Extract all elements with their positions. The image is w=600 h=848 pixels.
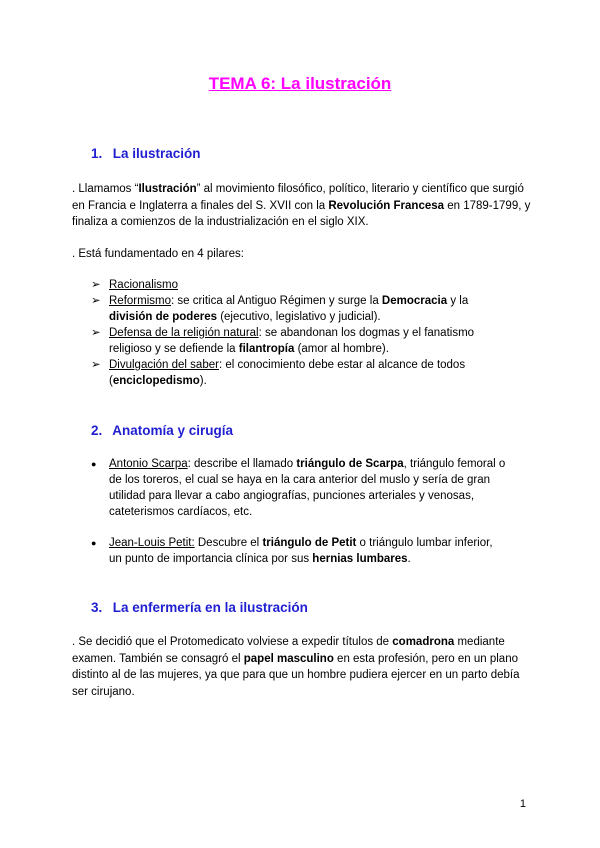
- bold-text: triángulo de Petit: [262, 537, 357, 549]
- section-title: Anatomía y cirugía: [112, 423, 234, 438]
- text: : se critica al Antiguo Régimen y surge la: [170, 295, 382, 307]
- underlined-term: Reformismo: [109, 295, 171, 307]
- arrow-bullet-icon: ➢: [91, 327, 101, 339]
- arrow-bullet-icon: ➢: [91, 295, 101, 307]
- bold-text: filantropía: [238, 343, 295, 355]
- text: Descubre el: [194, 537, 263, 549]
- section-number: 3.: [91, 600, 103, 615]
- section-title: La ilustración: [112, 146, 201, 161]
- text: .: [407, 553, 411, 565]
- underlined-term: Defensa de la religión natural: [109, 327, 259, 339]
- text: . Llamamos “: [72, 183, 139, 195]
- bold-text: papel masculino: [243, 652, 334, 665]
- text: : describe el llamado: [187, 458, 297, 470]
- underlined-term: Racionalismo: [109, 279, 179, 291]
- text: ).: [199, 375, 207, 387]
- section-title: La enfermería en la ilustración: [112, 600, 308, 615]
- bold-text: Ilustración: [138, 183, 197, 195]
- text: de los toreros, el cual se haya en la cara anterior del muslo y sería de gran: [109, 474, 490, 486]
- paragraph-ilustracion: [72, 181, 532, 231]
- text: (ejecutivo, legislativo y judicial).: [217, 311, 381, 323]
- page-number: 1: [519, 798, 526, 810]
- text: : el conocimiento debe estar al alcance de todos: [218, 359, 466, 371]
- text: (amor al hombre).: [294, 343, 389, 355]
- text: mediante examen. También se consagró el: [72, 636, 505, 665]
- paragraph-enfermeria: [72, 634, 532, 700]
- section-heading-1: [91, 146, 201, 161]
- text: en 1789-1799, y finaliza a comienzos de la industrialización en el siglo XIX.: [72, 199, 531, 228]
- underlined-term: Antonio Scarpa: [109, 458, 188, 470]
- bullet-icon: ●: [91, 459, 97, 469]
- text: un punto de importancia clínica por sus: [109, 553, 313, 565]
- page-title: TEMA 6: La ilustración: [208, 74, 392, 93]
- text: , triángulo femoral o: [403, 458, 506, 470]
- bold-text: triángulo de Scarpa: [296, 458, 404, 470]
- bold-text: hernias lumbares: [312, 553, 408, 565]
- section-heading-3: [91, 600, 308, 615]
- paragraph-pilares: . Está fundamentado en 4 pilares:: [72, 248, 244, 260]
- text: (: [109, 375, 113, 387]
- arrow-bullet-icon: ➢: [91, 359, 101, 371]
- text: cateterismos cardíacos, etc.: [109, 506, 253, 518]
- text: religioso y se defiende la: [109, 343, 239, 355]
- bold-text: Revolución Francesa: [328, 199, 445, 212]
- text: ” al movimiento filosófico, político, literario y científico que surgió en Francia e Inglaterra a finales del S. XVII con la: [72, 183, 524, 212]
- bold-text: enciclopedismo: [112, 375, 200, 387]
- bold-text: Democracia: [381, 295, 448, 307]
- section-heading-2: [91, 423, 233, 438]
- text: en esta profesión, pero en un plano distinto al de las mujeres, ya que para que un hombre pudiera ejercer en un parto debía ser cirujano.: [72, 652, 520, 698]
- text: utilidad para llevar a cabo angiografías, punciones arteriales y venosas,: [109, 490, 475, 502]
- arrow-bullet-icon: ➢: [91, 279, 101, 291]
- text: . Se decidió que el Protomedicato volviese a expedir títulos de: [72, 636, 393, 648]
- bold-text: división de poderes: [109, 311, 217, 323]
- text: o triángulo lumbar inferior,: [356, 537, 493, 549]
- text: : se abandonan los dogmas y el fanatismo: [258, 327, 475, 339]
- bullet-icon: ●: [91, 538, 97, 548]
- underlined-term: Divulgación del saber: [109, 359, 219, 371]
- section-number: 1.: [91, 146, 103, 161]
- bold-text: comadrona: [392, 636, 455, 648]
- underlined-term: Jean-Louis Petit:: [109, 537, 195, 549]
- section-number: 2.: [91, 423, 103, 438]
- text: y la: [447, 295, 469, 307]
